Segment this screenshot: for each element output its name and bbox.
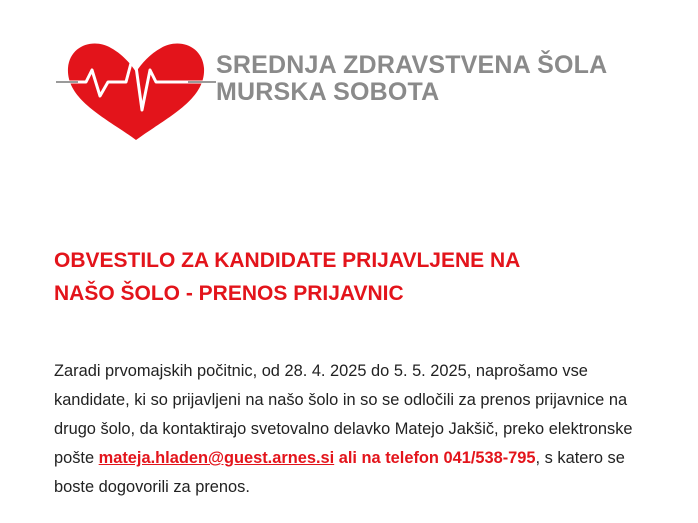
- school-name-line1: SREDNJA ZDRAVSTVENA ŠOLA: [216, 51, 608, 79]
- notice-title-line1: OBVESTILO ZA KANDIDATE PRIJAVLJENE NA: [54, 249, 521, 272]
- notice-title: [54, 244, 654, 310]
- notice-body-closing: , s katero se boste dogovorili za prenos.: [54, 449, 625, 496]
- notice-body-text: Zaradi prvomajskih počitnic, od 28. 4. 2025 do 5. 5. 2025, naprošamo vse kandidate, ki so prijavljeni na našo šolo in so se odločili za prenos prijavnice na drugo šolo, da kontaktirajo svetovalno delavko Matejo Jakšič, preko elektronske pošte: [54, 362, 633, 467]
- school-name: [216, 52, 607, 106]
- notice-body: [54, 357, 664, 502]
- heart-ecg-icon: [56, 30, 216, 150]
- school-name-line2: MURSKA SOBOTA: [216, 78, 440, 106]
- phone-text: ali na telefon 041/538-795: [334, 449, 536, 467]
- notice-title-line2: NAŠO ŠOLO - PRENOS PRIJAVNIC: [54, 282, 404, 305]
- school-logo: [56, 30, 636, 150]
- email-link[interactable]: mateja.hladen@guest.arnes.si: [98, 449, 335, 467]
